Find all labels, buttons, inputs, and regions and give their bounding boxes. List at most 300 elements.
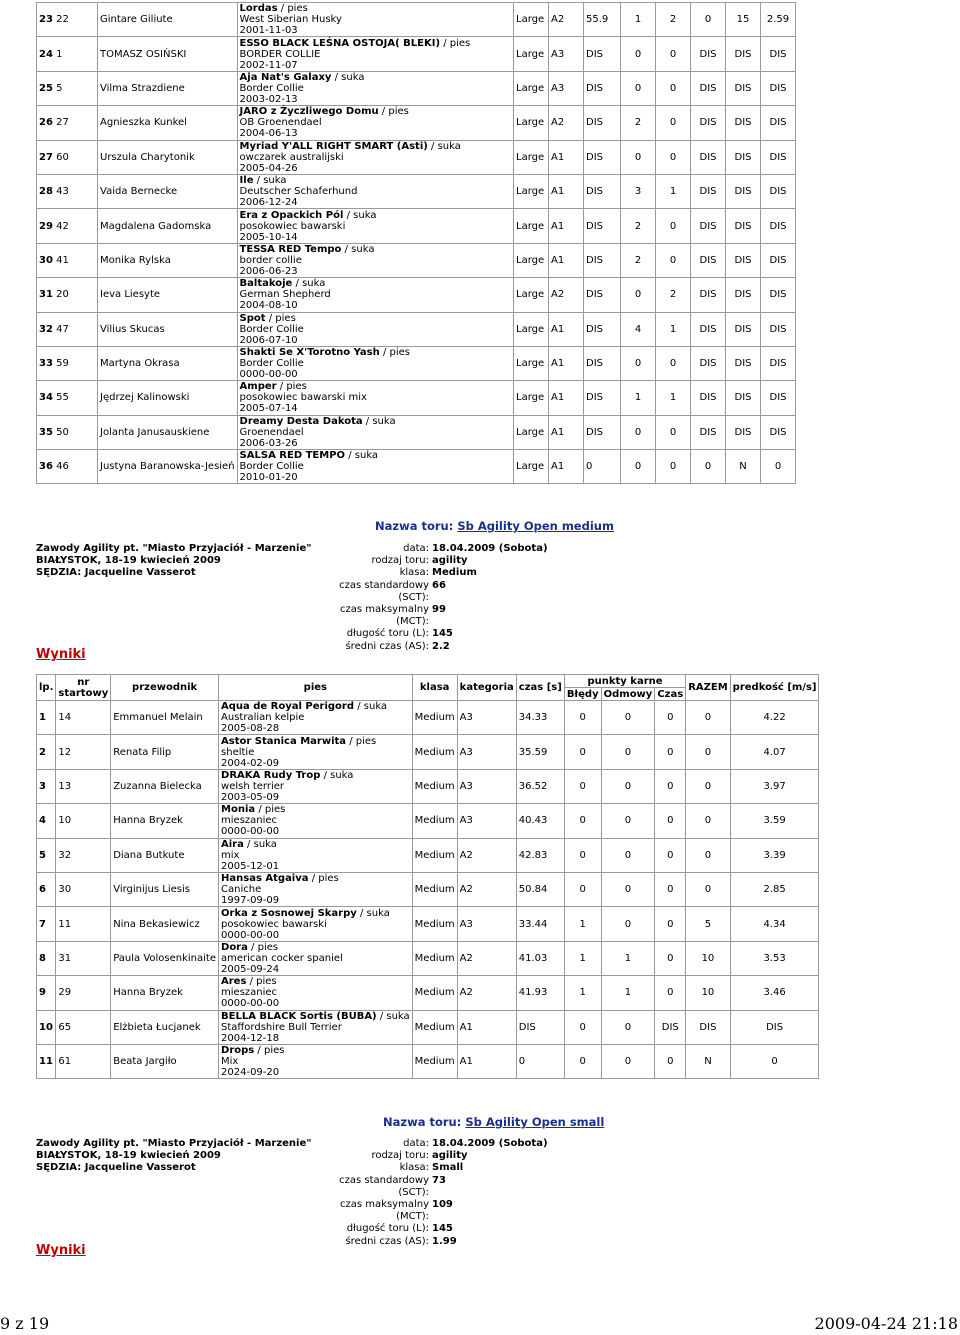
col-ptime: Czas <box>655 688 686 701</box>
handler: Urszula Charytonik <box>98 140 238 174</box>
dog-cell <box>237 3 513 37</box>
class: Large <box>514 415 549 449</box>
table-row <box>37 941 819 975</box>
dog-name-line: TESSA RED Tempo / suka <box>239 243 375 255</box>
time: 42.83 <box>516 838 564 872</box>
place-nr <box>37 37 98 71</box>
dog-cell <box>237 346 513 380</box>
results-table-medium <box>36 674 819 1079</box>
table-row <box>37 312 796 346</box>
table-row <box>37 872 819 906</box>
dog-name: Dora <box>221 941 248 953</box>
time: DIS <box>584 140 621 174</box>
dog-dob: 2005-12-01 <box>221 860 280 872</box>
dog-sex: pies <box>355 735 377 747</box>
dog-sex: suka <box>353 209 377 221</box>
refusals: 0 <box>601 804 655 838</box>
place-nr <box>37 106 98 140</box>
dog-name-line: Amper / pies <box>239 381 307 393</box>
start-nr: 47 <box>56 323 69 335</box>
col-dog: pies <box>219 675 413 701</box>
refusals: 0 <box>656 106 691 140</box>
dog-name-line: DRAKA Rudy Trop / suka <box>221 769 354 781</box>
place: 31 <box>39 289 53 301</box>
speed: DIS <box>761 106 796 140</box>
dog-cell <box>237 312 513 346</box>
dog-sex: pies <box>389 347 410 359</box>
param-label: średni czas (AS): <box>345 640 429 652</box>
results-heading-small[interactable]: Wyniki <box>36 1243 86 1258</box>
category: A1 <box>457 1044 516 1078</box>
total: DIS <box>726 381 761 415</box>
time: DIS <box>584 209 621 243</box>
dog-sex: suka <box>351 243 375 255</box>
dog-cell <box>237 209 513 243</box>
dog-sex: suka <box>341 71 365 83</box>
table-row <box>37 278 796 312</box>
speed: DIS <box>761 312 796 346</box>
class: Large <box>514 3 549 37</box>
total: N <box>726 450 761 484</box>
dog-breed: Australian kelpie <box>221 712 305 724</box>
param-row <box>318 580 548 604</box>
class: Large <box>514 312 549 346</box>
dog-cell <box>219 701 413 735</box>
dog-dob: 1997-09-09 <box>221 895 280 907</box>
place-nr <box>37 415 98 449</box>
table-row <box>37 769 819 803</box>
event-name: Zawody Agility pt. "Miasto Przyjaciół - Marzenie" <box>36 543 312 554</box>
refusals: 0 <box>656 415 691 449</box>
category: A3 <box>457 735 516 769</box>
errors: 0 <box>564 769 601 803</box>
speed: 4.34 <box>730 907 819 941</box>
course-title-medium: Nazwa toru: Sb Agility Open medium <box>375 519 614 533</box>
start-nr: 13 <box>56 769 111 803</box>
refusals: 0 <box>656 209 691 243</box>
dog-name: Hansas Atgaiva <box>221 873 309 885</box>
class: Large <box>514 209 549 243</box>
place-nr <box>37 278 98 312</box>
start-nr: 43 <box>56 186 69 198</box>
refusals: 1 <box>656 174 691 208</box>
dog-cell <box>219 804 413 838</box>
category: A1 <box>549 209 584 243</box>
dog-breed: american cocker spaniel <box>221 952 343 964</box>
errors: 0 <box>564 735 601 769</box>
refusals: 0 <box>601 701 655 735</box>
course-params-small <box>318 1138 548 1248</box>
dog-dob: 2006-07-10 <box>239 334 298 346</box>
total: 0 <box>686 769 730 803</box>
start-nr: 5 <box>56 82 63 94</box>
dog-name-line: JARO z Życzliwego Domu / pies <box>239 106 409 118</box>
dog-dob: 2024-09-20 <box>221 1067 280 1079</box>
dog-dob: 2005-04-26 <box>239 162 298 174</box>
dog-breed: welsh terrier <box>221 780 285 792</box>
dog-name: Myriad Y'ALL RIGHT SMART (Asti) <box>239 140 428 152</box>
refusals: 2 <box>656 278 691 312</box>
refusals: 0 <box>656 37 691 71</box>
dog-name: Lordas <box>239 3 278 15</box>
penalty-time: DIS <box>691 278 726 312</box>
handler: Gintare Giliute <box>98 3 238 37</box>
dog-sex: pies <box>286 381 307 393</box>
dog-cell <box>237 140 513 174</box>
dog-dob: 2002-11-07 <box>239 59 298 71</box>
param-row <box>318 641 548 653</box>
total: 10 <box>686 941 730 975</box>
dog-name: DRAKA Rudy Trop <box>221 769 321 781</box>
dog-name-line: Monia / pies <box>221 804 286 816</box>
errors: 1 <box>564 907 601 941</box>
refusals: 1 <box>601 976 655 1010</box>
dog-name: Astor Stanica Marwita <box>221 735 347 747</box>
errors: 4 <box>621 312 656 346</box>
speed: 0 <box>761 450 796 484</box>
param-row <box>318 1223 548 1235</box>
total: DIS <box>726 278 761 312</box>
lp: 7 <box>37 907 56 941</box>
penalty-time: DIS <box>691 209 726 243</box>
table-row <box>37 838 819 872</box>
penalty-time: 0 <box>691 3 726 37</box>
handler: Beata Jargiło <box>111 1044 219 1078</box>
page-number: 9 z 19 <box>0 1314 50 1333</box>
start-nr: 59 <box>56 358 69 370</box>
errors: 1 <box>564 941 601 975</box>
dog-cell <box>237 278 513 312</box>
dog-name: Ares <box>221 976 247 988</box>
dog-sex: pies <box>275 312 296 324</box>
dog-dob: 2003-02-13 <box>239 93 298 105</box>
table-row <box>37 346 796 380</box>
dog-name: BELLA BLACK Sortis (BUBA) <box>221 1010 377 1022</box>
errors: 0 <box>564 701 601 735</box>
errors: 0 <box>564 872 601 906</box>
dog-cell <box>237 243 513 277</box>
dog-name: Aja Nat's Galaxy <box>239 71 332 83</box>
errors: 0 <box>621 415 656 449</box>
table-row <box>37 907 819 941</box>
param-row <box>318 1150 548 1162</box>
total: 0 <box>686 872 730 906</box>
speed: DIS <box>761 381 796 415</box>
table-row <box>37 735 819 769</box>
dog-sex: suka <box>330 769 354 781</box>
place-nr <box>37 450 98 484</box>
dog-sex: pies <box>449 37 471 49</box>
refusals: 0 <box>601 769 655 803</box>
handler: Nina Bekasiewicz <box>111 907 219 941</box>
speed: DIS <box>730 1010 819 1044</box>
time: 40.43 <box>516 804 564 838</box>
total: DIS <box>726 71 761 105</box>
errors: 0 <box>621 71 656 105</box>
handler: Paula Volosenkinaite <box>111 941 219 975</box>
table-row <box>37 1010 819 1044</box>
dog-name: TESSA RED Tempo <box>239 243 342 255</box>
dog-name-line: Dora / pies <box>221 941 279 953</box>
handler: Hanna Bryzek <box>111 976 219 1010</box>
dog-sex: suka <box>253 838 277 850</box>
dog-sex: pies <box>287 3 308 15</box>
dog-name-line: Lordas / pies <box>239 3 308 15</box>
col-points: punkty karne <box>564 675 685 688</box>
course-name-small[interactable]: Sb Agility Open small <box>465 1115 605 1129</box>
time: DIS <box>584 312 621 346</box>
dog-name: Aqua de Royal Perigord <box>221 701 355 713</box>
speed: DIS <box>761 174 796 208</box>
dog-breed: owczarek australijski <box>239 151 344 163</box>
start-nr: 55 <box>56 392 69 404</box>
handler: Justyna Baranowska-Jesień <box>98 450 238 484</box>
speed: 4.07 <box>730 735 819 769</box>
penalty-time: 0 <box>655 976 686 1010</box>
col-category: kategoria <box>457 675 516 701</box>
place-nr <box>37 243 98 277</box>
time: 35.59 <box>516 735 564 769</box>
param-row <box>318 1175 548 1199</box>
dog-name: Era z Opackich Pól <box>239 209 344 221</box>
dog-cell <box>219 769 413 803</box>
time: 41.03 <box>516 941 564 975</box>
handler: Martyna Okrasa <box>98 346 238 380</box>
category: A3 <box>549 37 584 71</box>
class: Large <box>514 450 549 484</box>
handler: Agnieszka Kunkel <box>98 106 238 140</box>
time: DIS <box>584 71 621 105</box>
dog-dob: 2005-08-28 <box>221 723 280 735</box>
param-value: 73 <box>432 1174 446 1186</box>
speed: DIS <box>761 140 796 174</box>
dog-breed: Border Collie <box>239 82 304 94</box>
start-nr: 10 <box>56 804 111 838</box>
refusals: 0 <box>601 838 655 872</box>
dog-name-line: SALSA RED TEMPO / suka <box>239 450 379 462</box>
time: 36.52 <box>516 769 564 803</box>
param-value: 145 <box>432 1223 453 1235</box>
errors: 0 <box>621 346 656 380</box>
refusals: 0 <box>656 140 691 174</box>
table-row <box>37 37 796 71</box>
dog-breed: Deutscher Schaferhund <box>239 186 358 198</box>
place: 28 <box>39 186 53 198</box>
dog-name-line: Ares / pies <box>221 976 277 988</box>
handler: Vilius Skucas <box>98 312 238 346</box>
dog-breed: OB Groenendael <box>239 117 322 129</box>
dog-dob: 2003-05-09 <box>221 791 280 803</box>
penalty-time: DIS <box>655 1010 686 1044</box>
place: 25 <box>39 82 53 94</box>
course-name-medium[interactable]: Sb Agility Open medium <box>457 519 614 533</box>
class: Large <box>514 174 549 208</box>
dog-cell <box>237 37 513 71</box>
time: 0 <box>516 1044 564 1078</box>
place: 29 <box>39 220 53 232</box>
class: Large <box>514 381 549 415</box>
class: Medium <box>412 804 457 838</box>
total: DIS <box>726 37 761 71</box>
col-class: klasa <box>412 675 457 701</box>
dog-breed: mix <box>221 849 240 861</box>
category: A3 <box>549 71 584 105</box>
penalty-time: DIS <box>691 37 726 71</box>
dog-breed: Border Collie <box>239 461 304 473</box>
category: A2 <box>457 838 516 872</box>
judge: SĘDZIA: Jacqueline Vasserot <box>36 1162 196 1174</box>
dog-sex: suka <box>437 140 461 152</box>
dog-dob: 2004-02-09 <box>221 757 280 769</box>
dog-sex: pies <box>318 873 339 885</box>
param-row <box>318 1199 548 1223</box>
handler: Ieva Liesyte <box>98 278 238 312</box>
category: A1 <box>549 415 584 449</box>
place-nr <box>37 174 98 208</box>
dog-breed: posokowiec bawarski <box>221 918 327 930</box>
handler: TOMASZ OSIŃSKI <box>98 37 238 71</box>
start-nr: 30 <box>56 872 111 906</box>
time: DIS <box>584 278 621 312</box>
total: DIS <box>726 174 761 208</box>
class: Medium <box>412 941 457 975</box>
dog-dob: 2006-06-23 <box>239 265 298 277</box>
dog-name: JARO z Życzliwego Domu <box>239 106 379 118</box>
time: DIS <box>584 37 621 71</box>
dog-dob: 0000-00-00 <box>221 998 280 1010</box>
dog-cell <box>237 450 513 484</box>
place: 27 <box>39 151 53 163</box>
lp: 2 <box>37 735 56 769</box>
dog-name-line: Drops / pies <box>221 1045 285 1057</box>
time: 34.33 <box>516 701 564 735</box>
dog-name-line: Baltakoje / suka <box>239 278 326 290</box>
dog-sex: pies <box>257 941 279 953</box>
place-nr <box>37 3 98 37</box>
param-value: 2.2 <box>432 640 450 652</box>
param-label: czas maksymalny (MCT): <box>340 604 429 628</box>
start-nr: 42 <box>56 220 69 232</box>
dog-breed: border collie <box>239 254 302 266</box>
penalty-time: DIS <box>691 71 726 105</box>
event-info-small <box>36 1138 311 1175</box>
handler: Emmanuel Melain <box>111 701 219 735</box>
class: Large <box>514 106 549 140</box>
handler: Vilma Strazdiene <box>98 71 238 105</box>
table-row <box>37 976 819 1010</box>
speed: 3.46 <box>730 976 819 1010</box>
penalty-time: 0 <box>655 769 686 803</box>
results-heading-medium[interactable]: Wyniki <box>36 647 86 662</box>
category: A3 <box>457 804 516 838</box>
dog-sex: suka <box>302 278 326 290</box>
total: 0 <box>686 701 730 735</box>
dog-breed: Mix <box>221 1056 239 1068</box>
dog-name-line: Aqua de Royal Perigord / suka <box>221 701 388 713</box>
dog-name-line: Spot / pies <box>239 312 296 324</box>
dog-name-line: BELLA BLACK Sortis (BUBA) / suka <box>221 1010 410 1022</box>
handler: Zuzanna Bielecka <box>111 769 219 803</box>
dog-sex: suka <box>354 450 379 462</box>
lp: 4 <box>37 804 56 838</box>
handler: Jolanta Janusauskiene <box>98 415 238 449</box>
dog-dob: 0000-00-00 <box>239 369 298 381</box>
category: A1 <box>549 450 584 484</box>
param-row <box>318 555 548 567</box>
dog-breed: Border Collie <box>239 323 304 335</box>
param-label: klasa: <box>399 567 429 579</box>
dog-breed: West Siberian Husky <box>239 14 342 26</box>
param-value: 1.99 <box>432 1235 457 1247</box>
dog-cell <box>237 415 513 449</box>
category: A1 <box>549 174 584 208</box>
refusals: 0 <box>601 1010 655 1044</box>
speed: DIS <box>761 346 796 380</box>
dog-name: Dreamy Desta Dakota <box>239 415 363 427</box>
param-value: agility <box>432 555 468 567</box>
errors: 0 <box>621 37 656 71</box>
dog-name: Spot <box>239 312 266 324</box>
penalty-time: 0 <box>691 450 726 484</box>
place: 33 <box>39 358 53 370</box>
dog-cell <box>219 838 413 872</box>
dog-name-line: Hansas Atgaiva / pies <box>221 873 339 885</box>
category: A1 <box>549 312 584 346</box>
total: DIS <box>726 209 761 243</box>
dog-breed: posokowiec bawarski <box>239 220 346 232</box>
speed: DIS <box>761 243 796 277</box>
class: Medium <box>412 976 457 1010</box>
category: A2 <box>457 941 516 975</box>
errors: 1 <box>564 976 601 1010</box>
class: Large <box>514 243 549 277</box>
speed: 3.97 <box>730 769 819 803</box>
category: A3 <box>457 907 516 941</box>
dog-cell <box>219 1010 413 1044</box>
errors: 0 <box>564 804 601 838</box>
place: 32 <box>39 323 53 335</box>
time: 50.84 <box>516 872 564 906</box>
category: A3 <box>457 701 516 735</box>
dog-breed: Border Collie <box>239 358 304 370</box>
start-nr: 41 <box>56 254 69 266</box>
param-row <box>318 1236 548 1248</box>
dog-cell <box>237 106 513 140</box>
speed: DIS <box>761 278 796 312</box>
place: 35 <box>39 426 53 438</box>
total: 5 <box>686 907 730 941</box>
total: 15 <box>726 3 761 37</box>
dog-name: Monia <box>221 804 256 816</box>
category: A3 <box>457 769 516 803</box>
table-row <box>37 450 796 484</box>
event-name: Zawody Agility pt. "Miasto Przyjaciół - Marzenie" <box>36 1138 312 1149</box>
dog-cell <box>237 174 513 208</box>
errors: 2 <box>621 106 656 140</box>
penalty-time: DIS <box>691 346 726 380</box>
course-title-small: Nazwa toru: Sb Agility Open small <box>383 1115 605 1129</box>
place-nr <box>37 140 98 174</box>
penalty-time: 0 <box>655 735 686 769</box>
col-lp: lp. <box>37 675 56 701</box>
col-refusals: Odmowy <box>601 688 655 701</box>
lp: 3 <box>37 769 56 803</box>
dog-sex: suka <box>263 175 287 187</box>
dog-breed: sheltie <box>221 746 255 758</box>
col-speed: predkość [m/s] <box>730 675 819 701</box>
start-nr: 31 <box>56 941 111 975</box>
dog-sex: suka <box>386 1010 410 1022</box>
